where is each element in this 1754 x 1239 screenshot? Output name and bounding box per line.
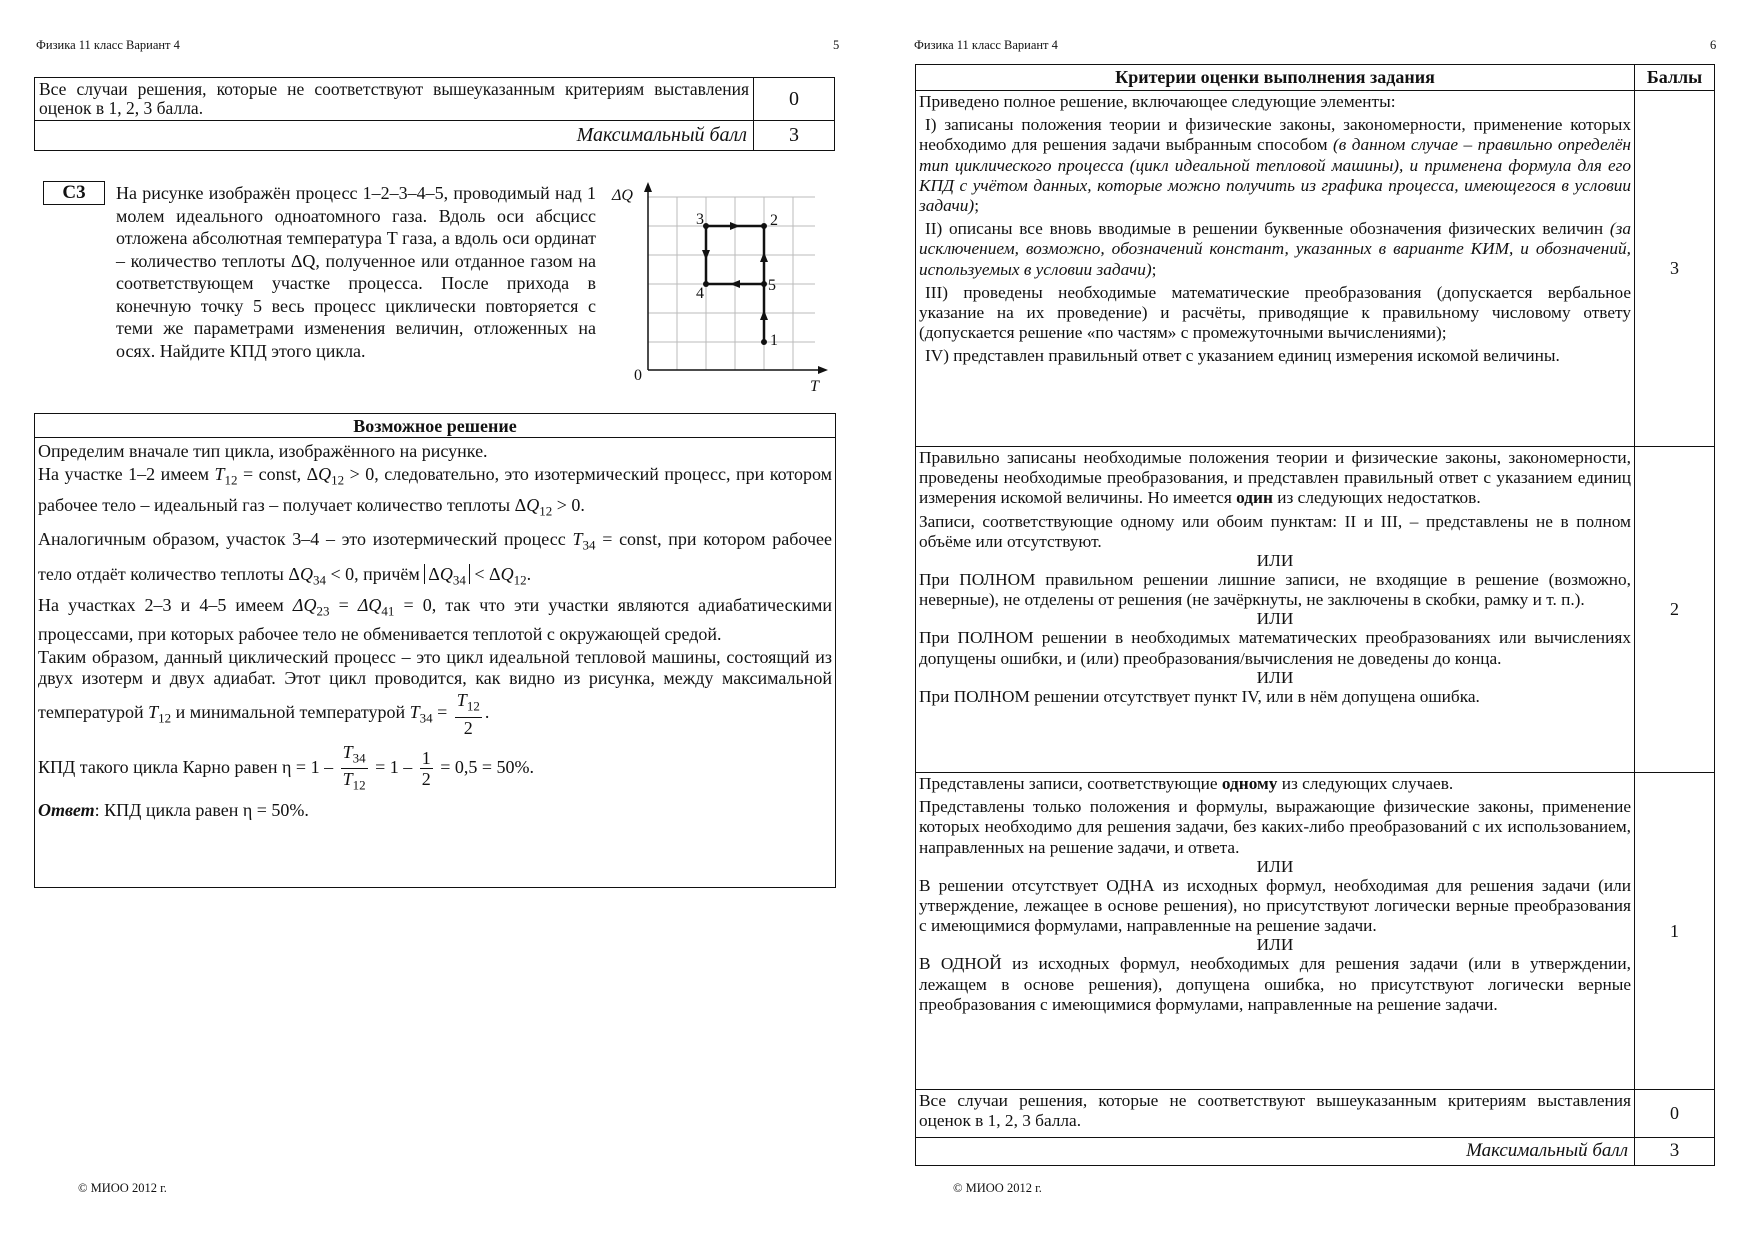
criteria-cell-3: Приведено полное решение, включающее следующие элементы: I) записаны положения теории и физические законы, закономерности, применение которых необходимо для решения задачи выбранным способом (в данном случае – правильно определён тип циклического процесса (цикл идеальной тепловой машины), и применена формула для его КПД с учётом данных, которые можно получить из графика процесса, имеющегося в условии задачи); II) описаны все вновь вводимые в решении буквенные обозначения физических величин (за исключением, возможно, обозначений констант, указанных в варианте КИМ, и обозначений, используемых в условии задачи); III) проведены необходимые математические преобразования (допускается вербальное указание на их проведение) и расчёты, приводящие к правильному числовому ответу (допускается решение «по частям» с промежуточными вычислениями); IV) представлен правильный ответ с указанием единиц измерения искомой величины. xyxy=(916,91,1635,447)
point-label-1: 1 xyxy=(770,332,778,349)
x-axis-label: T xyxy=(810,378,819,392)
page-number: 6 xyxy=(1710,38,1717,52)
y-axis-label: ΔQ xyxy=(612,187,633,204)
score-cell-0: 0 xyxy=(1635,1090,1715,1138)
point-label-4: 4 xyxy=(696,285,704,302)
solution-paragraph: Определим вначале тип цикла, изображённого на рисунке. xyxy=(38,441,488,461)
criteria-table xyxy=(915,64,1715,1166)
max-score-label: Максимальный балл xyxy=(35,121,754,151)
top-score-table xyxy=(34,77,835,151)
criteria-cell-1: Представлены записи, соответствующие одному из следующих случаев. Представлены только положения и формулы, выражающие физические законы, применение которых необходимо для решения задачи, без каких-либо преобразований с их использованием, направленных на решение задачи, и ответа. ИЛИ В решении отсутствует ОДНА из исходных формул, необходимая для решения задачи (или утверждение, лежащее в основе решения), но присутствуют логически верные преобразования с имеющимися формулами, направленные на решение задачи. ИЛИ В ОДНОЙ из исходных формул, необходимых для решения задачи (или в утверждении, лежащем в основе решения), допущена ошибка, но присутствуют логически верные преобразования с имеющимися формулами, направленные на решение задачи. xyxy=(916,773,1635,1090)
point-label-5: 5 xyxy=(768,277,776,294)
max-score-label: Максимальный балл xyxy=(916,1138,1635,1166)
solution-paragraph: На участках 2–3 и 4–5 имеем $\Delta Q_{23} = \Delta Q_{41} = 0$, так что эти участки являются адиабатическими процессами, при которых рабочее тело не обменивается теплотой с окружающей средой. xyxy=(38,595,833,644)
page-footer: © МИОО 2012 г. xyxy=(953,1181,1042,1195)
solution-paragraph: На участке 1–2 имеем $T_{12}$ = const, $\Delta Q_{12} > 0$, следовательно, это изотермический процесс, при котором рабочее тело – идеальный газ – получает количество теплоты $\Delta Q_{12} > 0$. xyxy=(38,464,833,519)
criteria-cell-2: Правильно записаны необходимые положения теории и физические законы, закономерности, проведены необходимые преобразования, и представлен правильный ответ с указанием единиц измерения искомой величины. Но имеется один из следующих недостатков. Записи, соответствующие одному или обоим пунктам: II и III, – представлены не в полном объёме или отсутствуют. ИЛИ При ПОЛНОМ правильном решении лишние записи, не входящие в решение (возможно, неверные), не отделены от решения (не зачёркнуты, не заключены в скобки, рамку и т. п.). ИЛИ При ПОЛНОМ решении в необходимых математических преобразованиях или вычислениях допущены ошибки, и (или) преобразования/вычисления не доведены до конца. ИЛИ При ПОЛНОМ решении отсутствует пункт IV, или в нём допущена ошибка. xyxy=(916,447,1635,773)
score-cell-2: 2 xyxy=(1635,447,1715,773)
task-text: На рисунке изображён процесс 1–2–3–4–5, проводимый над 1 молем идеального одноатомного газа. Вдоль оси абсцисс отложена абсолютная температура T газа, а вдоль оси ординат – количество теплоты ΔQ, полученное или отданное газом на соответствующем участке процесса. После прихода в конечную точку 5 весь процесс циклически повторяется с теми же параметрами изменения величин, отложенных на осях. Найдите КПД этого цикла. xyxy=(116,183,596,361)
solution-title: Возможное решение xyxy=(35,414,835,438)
solution-box xyxy=(34,413,836,888)
right-page xyxy=(877,0,1754,1239)
task-label: С3 xyxy=(43,181,105,205)
solution-paragraph: Таким образом, данный циклический процесс – это цикл идеальной тепловой машины, состоящий из двух изотерм и двух адиабат. Этот цикл проводится, как видно из рисунка, между максимальной температурой $T_{12}$ и минимальной температурой $T_{34}$ = $\frac{T_{12}}{2}$ . xyxy=(38,646,832,738)
max-score-value: 3 xyxy=(1635,1138,1715,1166)
point-label-2: 2 xyxy=(770,212,778,229)
criteria-cell-0: Все случаи решения, которые не соответствуют вышеуказанным критериям выставления оценок в 1, 2, 3 балла. xyxy=(916,1090,1635,1138)
graph-axes xyxy=(644,182,828,374)
point-label-3: 3 xyxy=(696,211,704,228)
solution-paragraph: Аналогичным образом, участок 3–4 – это изотермический процесс $T_{34}$ = const, при котором рабочее тело отдаёт количество теплоты $\Delta Q_{34} < 0$, причём $\Delta Q_{34} < \Delta Q_{12}$. xyxy=(38,529,833,588)
max-score-value: 3 xyxy=(754,121,835,151)
score-cell-3: 3 xyxy=(1635,91,1715,447)
origin-label: 0 xyxy=(634,367,642,384)
page-footer: © МИОО 2012 г. xyxy=(78,1181,167,1195)
score-cell-1: 1 xyxy=(1635,773,1715,1090)
page-number: 5 xyxy=(833,38,840,52)
score-header: Баллы xyxy=(1635,65,1715,91)
process-graph xyxy=(610,182,835,392)
criteria-cell: Все случаи решения, которые не соответствуют вышеуказанным критериям выставления оценок в 1, 2, 3 балла. xyxy=(35,78,754,121)
page-header: Физика 11 класс Вариант 4 xyxy=(36,38,180,52)
solution-paragraph: КПД такого цикла Карно равен η = 1 – $\frac{T_{34}}{T_{12}}$ = 1 – $\frac{1}{2}$ = 0,5 = 50%. xyxy=(38,741,535,793)
criteria-header: Критерии оценки выполнения задания xyxy=(916,65,1635,91)
answer-line: Ответ: КПД цикла равен η = 50%. xyxy=(38,799,309,820)
page-header: Физика 11 класс Вариант 4 xyxy=(914,38,1058,52)
score-cell: 0 xyxy=(754,78,835,121)
